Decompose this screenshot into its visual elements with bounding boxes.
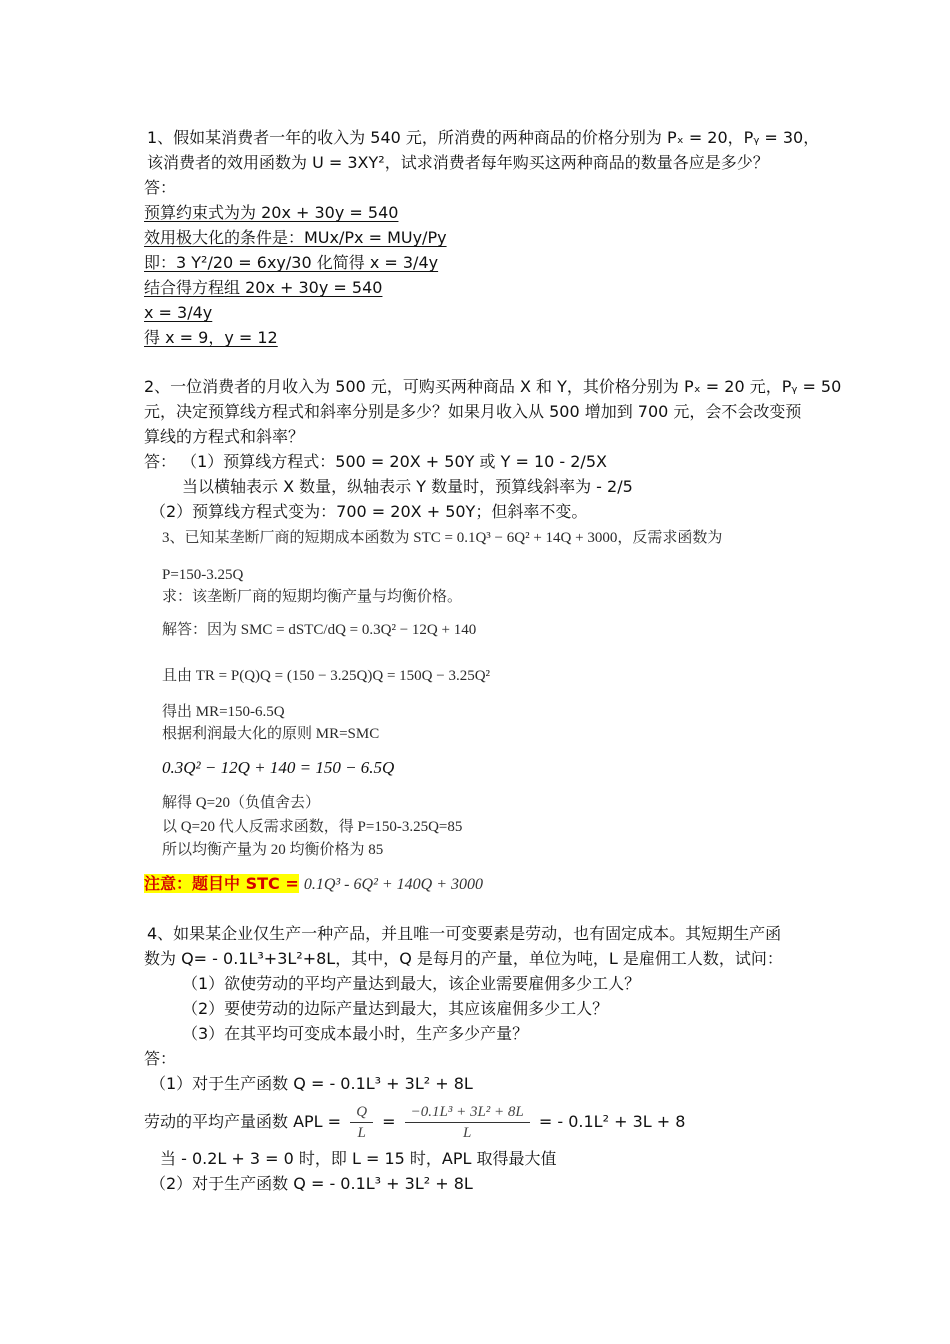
q3-note <box>144 872 483 897</box>
q4-line-4: （2）要使劳动的边际产量达到最大，其应该雇佣多少工人？ <box>182 999 609 1018</box>
q4-apl-formula <box>144 1102 685 1143</box>
q3-line-8: 0.3Q² − 12Q + 140 = 150 − 6.5Q <box>162 758 395 777</box>
q2-answer-line-3: （2）预算线方程式变为：700 = 20X + 50Y；但斜率不变。 <box>150 502 588 521</box>
q4-apl-equals: = <box>382 1112 396 1131</box>
q4-answer-line-3: 当 - 0.2L + 3 = 0 时，即 L = 15 时，APL 取得最大值 <box>160 1149 557 1168</box>
q4-line-3: （1）欲使劳动的平均产量达到最大，该企业需要雇佣多少工人？ <box>182 974 641 993</box>
q3-line-9: 解得 Q=20（负值舍去） <box>162 795 321 811</box>
q1-answer-line-3: 即：3 Y²/20 = 6xy/30 化简得 x = 3/4y <box>144 253 439 272</box>
q3-line-11: 所以均衡产量为 20 均衡价格为 85 <box>162 842 384 858</box>
q4-line-5: （3）在其平均可变成本最小时，生产多少产量？ <box>182 1024 529 1043</box>
q4-answer-label: 答： <box>144 1049 177 1068</box>
q3-line-1: 3、已知某垄断厂商的短期成本函数为 STC = 0.1Q³ − 6Q² + 14Q + 3000，反需求函数为 <box>162 530 723 546</box>
q1-answer-line-5: x = 3/4y <box>144 303 213 322</box>
q3-line-6: 得出 MR=150-6.5Q <box>162 704 285 720</box>
q3-line-4: 解答：因为 SMC = dSTC/dQ = 0.3Q² − 12Q + 140 <box>162 622 477 638</box>
q2-answer-line-2: 当以横轴表示 X 数量，纵轴表示 Y 数量时，预算线斜率为 - 2/5 <box>182 477 633 496</box>
q4-answer-line-1: （1）对于生产函数 Q = - 0.1L³ + 3L² + 8L <box>150 1074 473 1093</box>
q1-answer-line-4: 结合得方程组 20x + 30y = 540 <box>144 278 383 297</box>
q1-line-2: 该消费者的效用函数为 U = 3XY²，试求消费者每年购买这两种商品的数量各应是多少？ <box>147 153 769 172</box>
q2-line-1: 2、一位消费者的月收入为 500 元，可购买两种商品 X 和 Y，其价格分别为 Pₓ = 20 元，Pᵧ = 50 <box>144 377 842 396</box>
q1-answer-line-6: 得 x = 9，y = 12 <box>144 328 278 347</box>
q4-line-1: 4、如果某企业仅生产一种产品，并且唯一可变要素是劳动，也有固定成本。其短期生产函 <box>147 924 782 943</box>
q2-line-2: 元，决定预算线方程式和斜率分别是多少？如果月收入从 500 增加到 700 元，会不会改变预 <box>144 402 802 421</box>
q1-answer-line-2: 效用极大化的条件是：MUx/Px = MUy/Py <box>144 228 447 247</box>
q1-line-1: 1、假如某消费者一年的收入为 540 元，所消费的两种商品的价格分别为 Pₓ = 20，Pᵧ = 30， <box>147 128 820 147</box>
q2-answer-line-1: 答： （1）预算线方程式：500 = 20X + 50Y 或 Y = 10 - 2/5X <box>144 452 607 471</box>
q4-answer-line-4: （2）对于生产函数 Q = - 0.1L³ + 3L² + 8L <box>150 1174 473 1193</box>
q4-frac1-den: L <box>357 1125 366 1141</box>
q3-note-label: 注意：题目中 STC = <box>144 874 299 893</box>
q4-frac2-num: −0.1L³ + 3L² + 8L <box>405 1102 530 1123</box>
q3-line-7: 根据利润最大化的原则 MR=SMC <box>162 726 380 742</box>
q4-frac2-den: L <box>463 1125 472 1141</box>
q4-frac-q-over-l <box>350 1102 373 1143</box>
q4-frac-production-over-l <box>405 1102 530 1143</box>
q3-line-2: P=150-3.25Q <box>162 567 244 583</box>
q4-apl-label: 劳动的平均产量函数 APL = <box>144 1112 342 1131</box>
q1-answer-line-1: 预算约束式为为 20x + 30y = 540 <box>144 203 399 222</box>
q1-answer-label: 答： <box>144 178 177 197</box>
q4-line-2: 数为 Q= - 0.1L³+3L²+8L，其中，Q 是每月的产量，单位为吨，L 是雇佣工人数，试问： <box>144 949 783 968</box>
q3-line-3: 求：该垄断厂商的短期均衡产量与均衡价格。 <box>162 589 463 605</box>
q4-frac1-num: Q <box>350 1102 373 1123</box>
q3-line-10: 以 Q=20 代人反需求函数，得 P=150-3.25Q=85 <box>162 819 463 835</box>
q2-line-3: 算线的方程式和斜率？ <box>144 427 305 446</box>
q3-line-5: 且由 TR = P(Q)Q = (150 − 3.25Q)Q = 150Q − 3.25Q² <box>162 668 491 684</box>
q4-apl-result: = - 0.1L² + 3L + 8 <box>538 1112 686 1131</box>
q3-note-formula: 0.1Q³ - 6Q² + 140Q + 3000 <box>303 876 484 893</box>
